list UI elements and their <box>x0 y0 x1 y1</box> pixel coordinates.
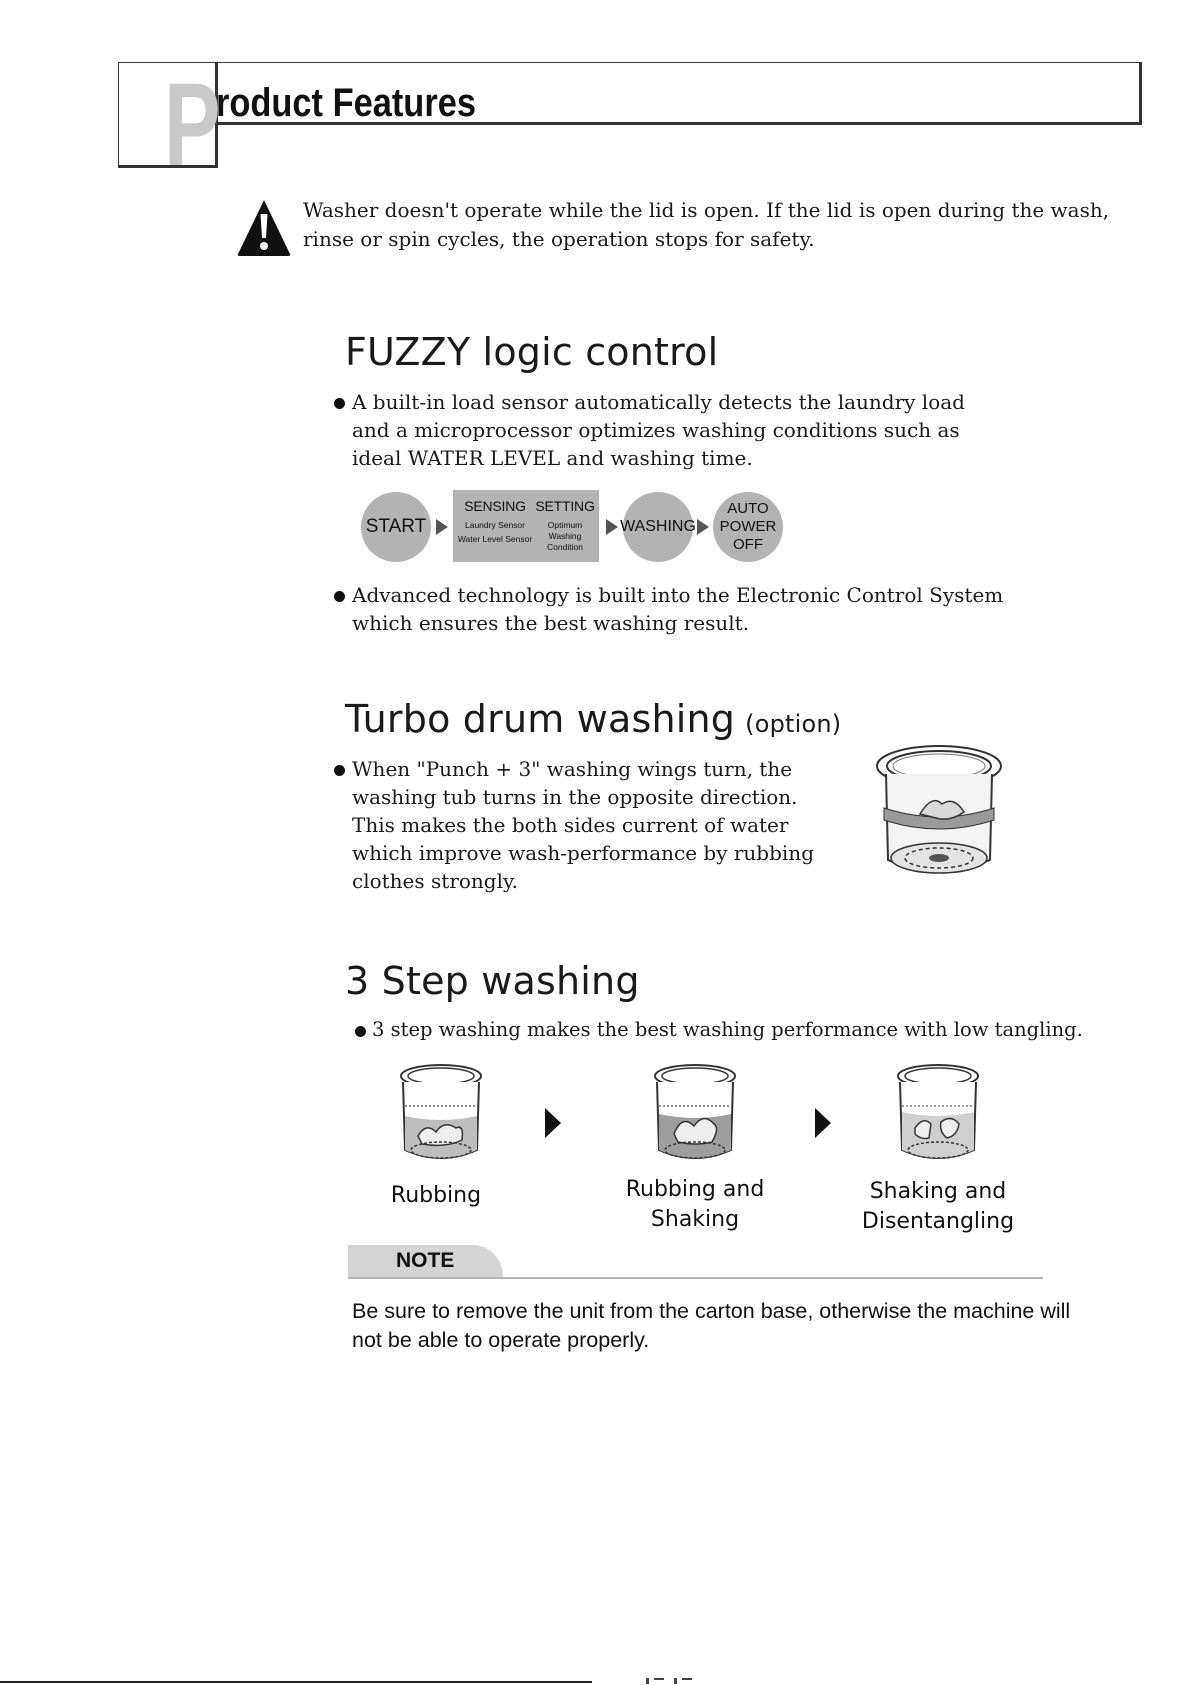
flow-sensing-setting <box>453 490 599 562</box>
caption-rubbing-shaking-line-2: Shaking <box>650 1207 740 1232</box>
drum-shaking-disentangling-illustration <box>893 1062 983 1170</box>
flow-laundry-sensor: Laundry Sensor <box>464 520 525 530</box>
footer-page-mark <box>640 1676 700 1684</box>
bullet-dot <box>334 591 345 602</box>
fuzzy-bullet-2-text: Advanced technology is built into the Electronic Control System which ensures the best washing result. <box>352 583 1004 635</box>
turbo-drum-illustration <box>872 742 1006 888</box>
caption-shaking-disentangling-line-1: Shaking and <box>869 1179 1007 1204</box>
note-text: Be sure to remove the unit from the carton base, otherwise the machine will not be able to operate properly. <box>352 1299 1071 1352</box>
page-title: roduct Features <box>216 81 476 125</box>
turbo-option: (option) <box>745 710 842 738</box>
flow-start-label: START <box>365 516 427 537</box>
flow-auto-2: POWER <box>719 518 777 535</box>
fuzzy-bullet-2 <box>352 581 1012 637</box>
caption-shaking-disentangling <box>853 1177 1023 1237</box>
turbo-heading <box>345 697 842 741</box>
footer-line <box>0 1681 592 1683</box>
bullet-dot <box>334 398 345 409</box>
flow-arrow-icon <box>697 519 709 535</box>
caption-shaking-disentangling-line-2: Disentangling <box>861 1209 1015 1234</box>
step-bullet <box>372 1016 1092 1044</box>
step-heading: 3 Step washing <box>345 959 640 1003</box>
flow-start <box>361 492 431 562</box>
flow-optimum-3: Condition <box>547 542 583 552</box>
fuzzy-bullet-1 <box>352 388 992 472</box>
flow-auto-power-off <box>713 492 783 562</box>
bullet-dot <box>355 1026 366 1037</box>
caption-rubbing: Rubbing <box>390 1183 482 1208</box>
bullet-dot <box>334 765 345 776</box>
flow-sensing-label: SENSING <box>464 498 526 514</box>
step-arrow-icon <box>815 1108 831 1138</box>
flow-optimum-1: Optimum <box>547 520 583 530</box>
drum-rubbing-shaking-illustration <box>650 1062 740 1170</box>
note-label: NOTE <box>348 1245 503 1277</box>
flow-optimum-2: Washing <box>548 531 582 541</box>
header-initial: P <box>164 59 221 191</box>
flow-water-sensor: Water Level Sensor <box>457 534 533 544</box>
drum-rubbing-illustration <box>396 1062 486 1170</box>
step-arrow-icon <box>545 1108 561 1138</box>
warning-triangle-icon <box>236 198 292 258</box>
flow-arrow-icon <box>606 519 618 535</box>
turbo-heading-text: Turbo drum washing <box>345 697 736 741</box>
note-divider <box>348 1277 1043 1279</box>
flow-arrow-icon <box>436 519 448 535</box>
flow-washing-label: WASHING <box>620 518 696 535</box>
turbo-bullet-text: When "Punch + 3" washing wings turn, the washing tub turns in the opposite direction. This makes the both sides current of water which improve wash-performance by rubbing clothes strongly. <box>352 757 814 893</box>
warning-text: Washer doesn't operate while the lid is open. If the lid is open during the wash, rinse or spin cycles, the operation stops for safety. <box>303 198 1110 251</box>
fuzzy-bullet-1-text: A built-in load sensor automatically detects the laundry load and a microprocessor optimizes washing conditions such as ideal WATER LEVEL and washing time. <box>352 390 965 470</box>
flow-auto-1: AUTO <box>727 500 769 517</box>
caption-rubbing-shaking <box>605 1175 785 1235</box>
caption-rubbing-shaking-line-1: Rubbing and <box>625 1177 765 1202</box>
flow-setting-label: SETTING <box>535 498 595 514</box>
turbo-bullet <box>352 755 842 895</box>
flow-washing <box>620 492 696 562</box>
step-bullet-text: 3 step washing makes the best washing performance with low tangling. <box>372 1018 1083 1041</box>
fuzzy-heading: FUZZY logic control <box>345 330 719 374</box>
flow-auto-3: OFF <box>733 536 763 553</box>
